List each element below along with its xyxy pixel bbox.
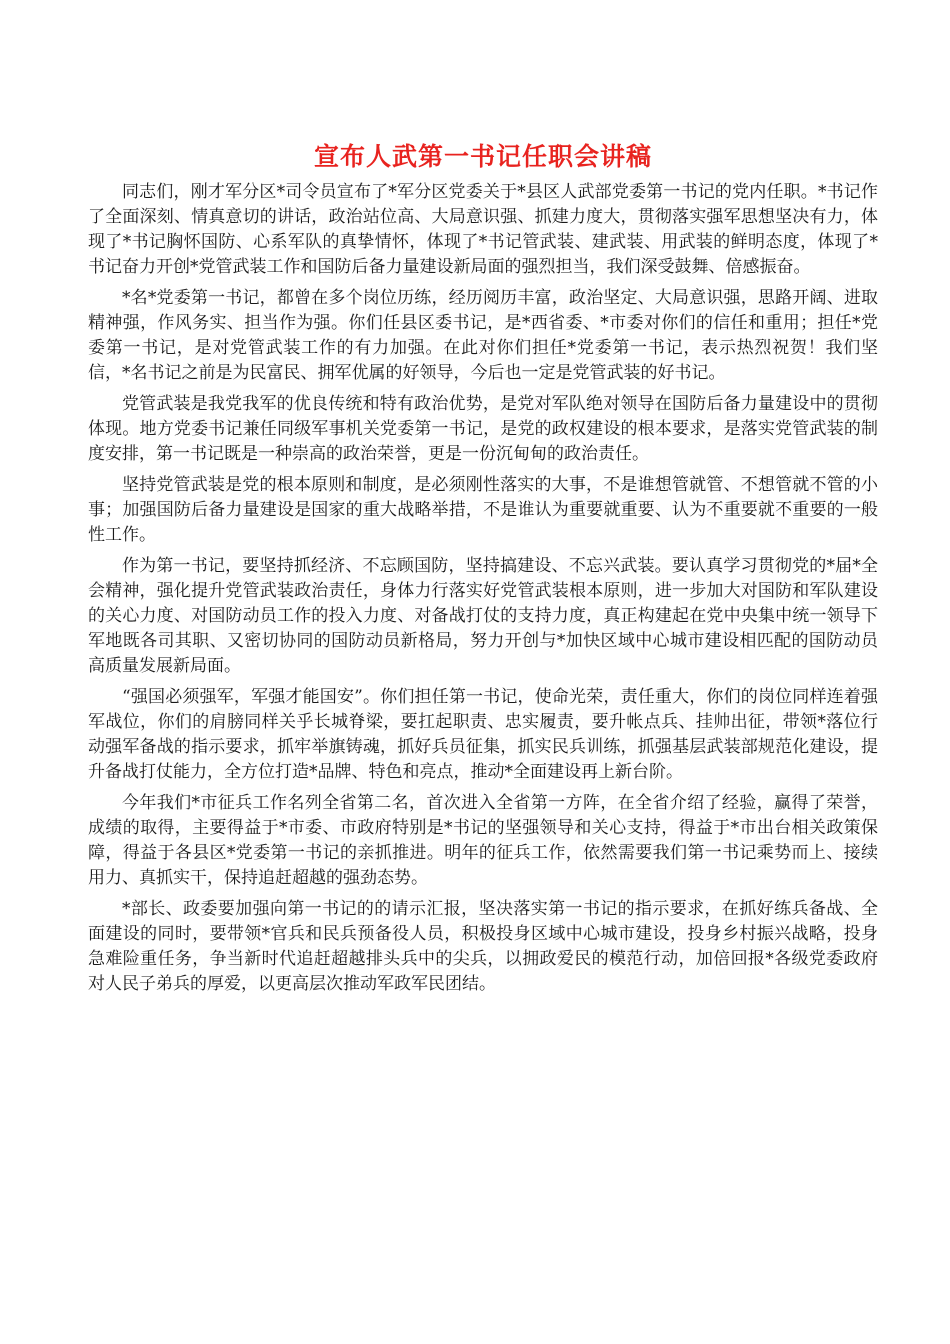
paragraph-2: *名*党委第一书记，都曾在多个岗位历练，经历阅历丰富，政治坚定、大局意识强，思路开阔、进取精神强，作风务实、担当作为强。你们任县区委书记，是*西省委、*市委对你们的信任和重用；担任*党委第一书记，是对党管武装工作的有力加强。在此对你们担任*党委第一书记，表示热烈祝贺！我们坚信，*名书记之前是为民富民、拥军优属的好领导，今后也一定是党管武装的好书记。 (88, 288, 878, 383)
paragraph-4: 坚持党管武装是党的根本原则和制度，是必须刚性落实的大事，不是谁想管就管、不想管就不管的小事；加强国防后备力量建设是国家的重大战略举措，不是谁认为重要就重要、认为不重要就不重要的一般性工作。 (88, 475, 878, 545)
paragraph-7: 今年我们*市征兵工作名列全省第二名，首次进入全省第一方阵，在全省介绍了经验，赢得了荣誉，成绩的取得，主要得益于*市委、市政府特别是*书记的坚强领导和关心支持，得益于*市出台相关政策保障，得益于各县区*党委第一书记的亲抓推进。明年的征兵工作，依然需要我们第一书记乘势而上、接续用力、真抓实干，保持追赶超越的强劲态势。 (88, 793, 878, 888)
document-body (88, 180, 878, 1003)
paragraph-1: 同志们，刚才军分区*司令员宣布了*军分区党委关于*县区人武部党委第一书记的党内任职。*书记作了全面深刻、情真意切的讲话，政治站位高、大局意识强、抓建力度大，贯彻落实强军思想坚决有力，体现了*书记胸怀国防、心系军队的真挚情怀，体现了*书记管武装、建武装、用武装的鲜明态度，体现了*书记奋力开创*党管武装工作和国防后备力量建设新局面的强烈担当，我们深受鼓舞、倍感振奋。 (88, 182, 878, 277)
paragraph-3: 党管武装是我党我军的优良传统和特有政治优势，是党对军队绝对领导在国防后备力量建设中的贯彻体现。地方党委书记兼任同级军事机关党委第一书记，是党的政权建设的根本要求，是落实党管武装的制度安排，第一书记既是一种崇高的政治荣誉，更是一份沉甸甸的政治责任。 (88, 394, 878, 464)
paragraph-5: 作为第一书记，要坚持抓经济、不忘顾国防，坚持搞建设、不忘兴武装。要认真学习贯彻党的*届*全会精神，强化提升党管武装政治责任，身体力行落实好党管武装根本原则，进一步加大对国防和军队建设的关心力度、对国防动员工作的投入力度、对备战打仗的支持力度，真正构建起在党中央集中统一领导下军地既各司其职、又密切协同的国防动员新格局，努力开创与*加快区域中心城市建设相匹配的国防动员高质量发展新局面。 (88, 556, 878, 676)
document-title: 宣布人武第一书记任职会讲稿 (313, 142, 652, 171)
paragraph-6: “强国必须强军，军强才能国安”。你们担任第一书记，使命光荣，责任重大，你们的岗位同样连着强军战位，你们的肩膀同样关乎长城脊梁，要扛起职责、忠实履责，要升帐点兵、挂帅出征，带领*落位行动强军备战的指示要求，抓牢举旗铸魂，抓好兵员征集，抓实民兵训练，抓强基层武装部规范化建设，提升备战打仗能力，全方位打造*品牌、特色和亮点，推动*全面建设再上新台阶。 (88, 687, 878, 782)
paragraph-8: *部长、政委要加强向第一书记的的请示汇报，坚决落实第一书记的指示要求，在抓好练兵备战、全面建设的同时，要带领*官兵和民兵预备役人员，积极投身区域中心城市建设，投身乡村振兴战略，投身急难险重任务，争当新时代追赶超越排头兵中的尖兵，以拥政爱民的模范行动，加倍回报*各级党委政府对人民子弟兵的厚爱，以更高层次推动军政军民团结。 (88, 899, 878, 994)
